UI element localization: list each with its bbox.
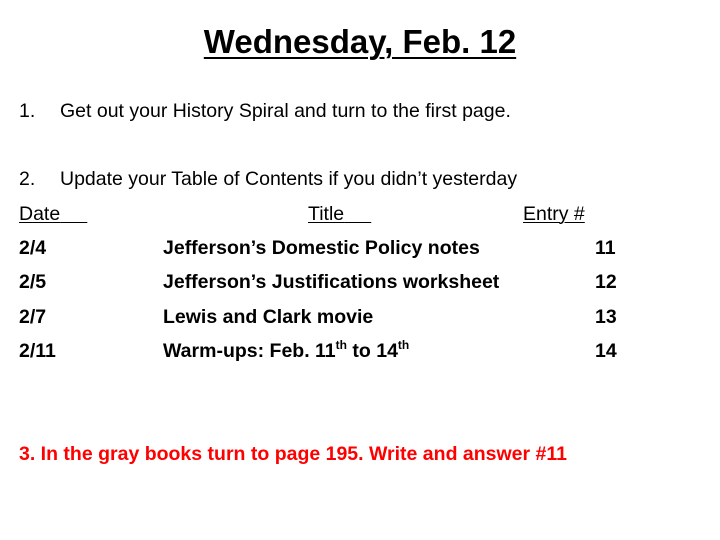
step-2-number: 2. (19, 168, 36, 190)
toc-row-4-entry: 14 (595, 340, 617, 362)
toc-header-date: Date (19, 203, 61, 225)
step-3-instruction: 3. In the gray books turn to page 195. Write and answer #11 (19, 443, 567, 465)
toc-header-title: Title (308, 203, 345, 225)
step-2-text: Update your Table of Contents if you didn’t yesterday (60, 168, 518, 190)
toc-row-4-title: Warm-ups: Feb. 11th to 14th (163, 337, 410, 362)
toc-row-3-title: Lewis and Clark movie (163, 306, 374, 328)
step-1-text: Get out your History Spiral and turn to the first page. (60, 100, 511, 122)
toc-row-3-entry: 13 (595, 306, 617, 328)
toc-row-1-title: Jefferson’s Domestic Policy notes (163, 237, 480, 259)
toc-row-1-entry: 11 (595, 237, 616, 259)
page-title: Wednesday, Feb. 12 (203, 23, 517, 60)
toc-row-2-entry: 12 (595, 271, 617, 293)
toc-row-1-date: 2/4 (19, 237, 47, 259)
toc-row-2-title: Jefferson’s Justifications worksheet (163, 271, 500, 293)
step-1-number: 1. (19, 100, 36, 122)
toc-row-2-date: 2/5 (19, 271, 47, 293)
toc-header-entry: Entry # (523, 203, 585, 225)
toc-row-3-date: 2/7 (19, 306, 47, 328)
toc-row-4-date: 2/11 (19, 340, 56, 362)
